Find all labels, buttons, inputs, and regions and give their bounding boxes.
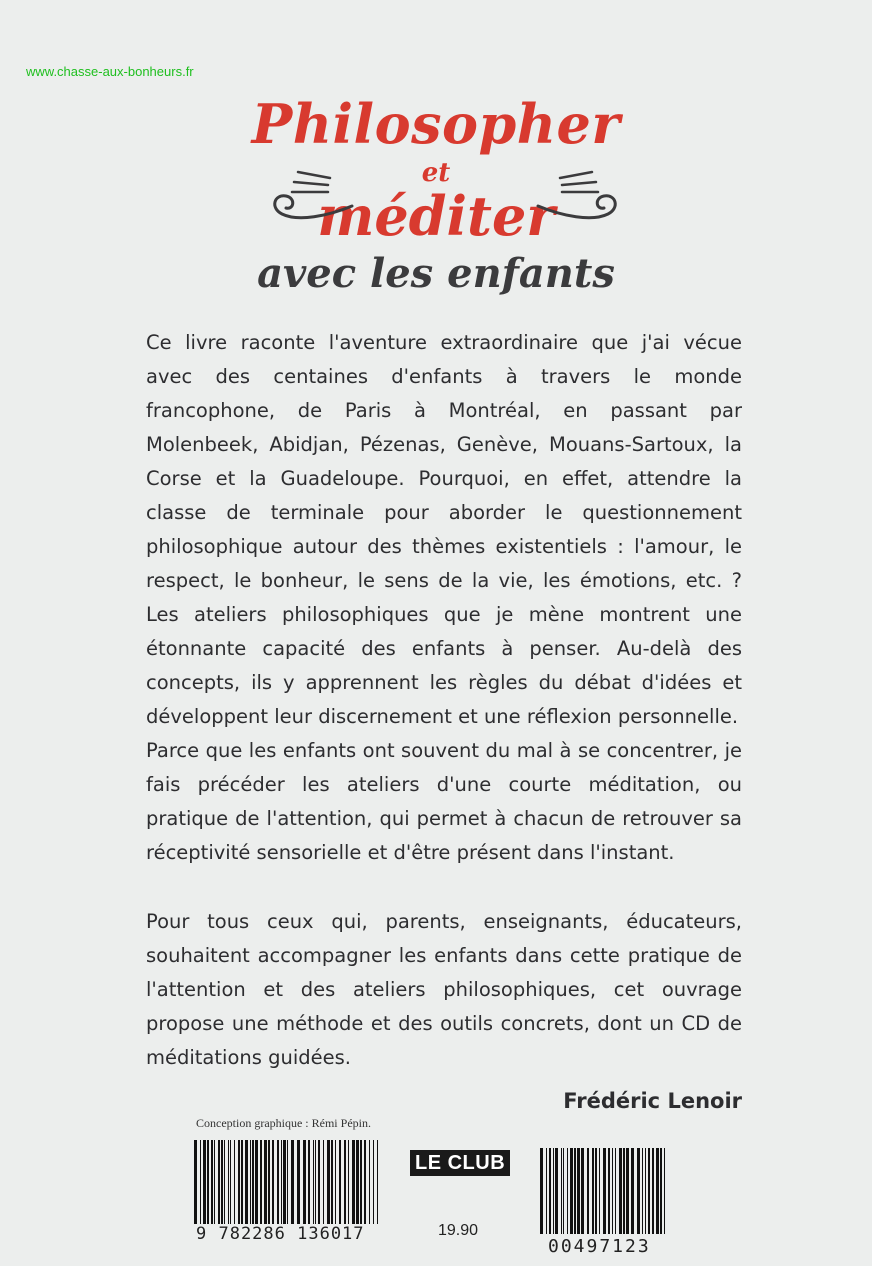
barcode-bar xyxy=(360,1140,362,1224)
barcode-bar xyxy=(224,1140,225,1224)
barcode-bar xyxy=(194,1140,197,1224)
barcode-bar xyxy=(339,1140,341,1224)
barcode-bar xyxy=(287,1140,288,1224)
barcode-bar xyxy=(272,1140,274,1224)
barcode-bar xyxy=(364,1140,366,1224)
barcode-bar xyxy=(283,1140,286,1224)
barcode-bar xyxy=(331,1140,333,1224)
barcode-bar xyxy=(637,1148,640,1234)
barcode-bar xyxy=(356,1140,359,1224)
right-swirl-icon xyxy=(536,160,622,228)
barcode-bar xyxy=(652,1148,654,1234)
barcode-bar xyxy=(570,1148,573,1234)
barcode-bar xyxy=(603,1148,606,1234)
barcode-bar xyxy=(200,1140,201,1224)
barcode-bar xyxy=(648,1148,650,1234)
isbn-digits: 9 782286 136017 xyxy=(196,1224,365,1244)
barcode-bar xyxy=(369,1140,370,1224)
barcode-bar xyxy=(540,1148,543,1234)
barcode-bar xyxy=(214,1140,215,1224)
barcode-bar xyxy=(626,1148,629,1234)
body-paragraph-1: Ce livre raconte l'aventure extraordinaire que j'ai vécue avec des centaines d'enfants à travers le monde francophone, de Paris à Montréal, en passant par Molenbeek, Abidjan, Pézenas, Genève, Mouans-Sartoux, la Corse et la Guadeloupe. Pourquoi, en effet, attendre la classe de terminale pour aborder le questionnement philosophique autour des thèmes existentiels : l'amour, le respect, le bonheur, le sens de la vie, les émotions, etc. ? Les ateliers philosophiques que je mène montrent une étonnante capacité des enfants à penser. Au-delà des concepts, ils y apprennent les règles du débat d'idées et développent leur discernement et une réflexion personnelle. xyxy=(146,331,742,728)
barcode-bar xyxy=(255,1140,258,1224)
le-club-logo: LE CLUB xyxy=(410,1150,510,1176)
barcode-bar xyxy=(323,1140,324,1224)
barcode-bar xyxy=(664,1148,665,1234)
reference-barcode xyxy=(540,1148,666,1234)
barcode-bar xyxy=(203,1140,206,1224)
barcode-bar xyxy=(318,1140,320,1224)
barcode-bar xyxy=(268,1140,270,1224)
barcode-bar xyxy=(241,1140,243,1224)
barcode-bar xyxy=(567,1148,568,1234)
barcode-bar xyxy=(563,1148,564,1234)
reference-digits: 00497123 xyxy=(548,1236,651,1257)
barcode-bar xyxy=(612,1148,613,1234)
barcode-bar xyxy=(228,1140,229,1224)
barcode-bar xyxy=(291,1140,294,1224)
barcode-bar xyxy=(230,1140,231,1224)
body-paragraph-2: Parce que les enfants ont souvent du mal à se concentrer, je fais précéder les ateliers d'une courte méditation, ou pratique de l'attention, qui permet à chacun de retrouver sa réceptivité sensorielle et d'être présent dans l'instant. xyxy=(146,739,742,864)
barcode-bar xyxy=(348,1140,349,1224)
barcode-bar xyxy=(264,1140,267,1224)
barcode-bar xyxy=(221,1140,223,1224)
barcode-bar xyxy=(623,1148,625,1234)
barcode-bar xyxy=(595,1148,597,1234)
title-mediter: méditer xyxy=(317,184,555,248)
barcode-bar xyxy=(615,1148,616,1234)
barcode-bar xyxy=(218,1140,220,1224)
barcode-bar xyxy=(619,1148,622,1234)
barcode-bar xyxy=(553,1148,554,1234)
barcode-bar xyxy=(327,1140,330,1224)
barcode-bar xyxy=(592,1148,594,1234)
barcode-bar xyxy=(252,1140,254,1224)
barcode-bar xyxy=(344,1140,346,1224)
barcode-bar xyxy=(207,1140,209,1224)
title-philosopher: Philosopher xyxy=(251,92,621,156)
barcode-bar xyxy=(211,1140,213,1224)
watermark-link[interactable]: www.chasse-aux-bonheurs.fr xyxy=(26,64,194,79)
barcode-bar xyxy=(561,1148,562,1234)
barcode-bar xyxy=(608,1148,610,1234)
left-swirl-icon xyxy=(268,160,354,228)
barcode-bar xyxy=(656,1148,659,1234)
barcode-bar xyxy=(238,1140,240,1224)
barcode-bar xyxy=(250,1140,251,1224)
barcode-bar xyxy=(574,1148,576,1234)
barcode-bar xyxy=(546,1148,547,1234)
barcode-bar xyxy=(281,1140,282,1224)
barcode-bar xyxy=(599,1148,600,1234)
barcode-bar xyxy=(308,1140,310,1224)
isbn-barcode xyxy=(194,1140,378,1224)
barcode-bar xyxy=(587,1148,589,1234)
barcode-bar xyxy=(352,1140,355,1224)
barcode-bar xyxy=(335,1140,336,1224)
barcode-bar xyxy=(297,1140,300,1224)
design-credit: Conception graphique : Rémi Pépin. xyxy=(196,1116,371,1130)
barcode-bar xyxy=(660,1148,662,1234)
barcode-bar xyxy=(315,1140,316,1224)
barcode-bar xyxy=(645,1148,646,1234)
barcode-bar xyxy=(555,1148,558,1234)
barcode-bar xyxy=(631,1148,634,1234)
barcode-bar xyxy=(234,1140,235,1224)
body-paragraph-3: Pour tous ceux qui, parents, enseignants, éducateurs, souhaitent accompagner les enfants dans cette pratique de l'attention et des ateliers philosophiques, cet ouvrage propose une méthode et des outils concrets, dont un CD de méditations guidées. xyxy=(146,910,742,1069)
barcode-bar xyxy=(377,1140,378,1224)
barcode-bar xyxy=(303,1140,306,1224)
barcode-bar xyxy=(277,1140,279,1224)
barcode-bar xyxy=(373,1140,374,1224)
barcode-bar xyxy=(642,1148,643,1234)
price: 19.90 xyxy=(438,1222,479,1239)
barcode-bar xyxy=(577,1148,580,1234)
barcode-bar xyxy=(581,1148,584,1234)
barcode-bar xyxy=(549,1148,551,1234)
author-name: Frédéric Lenoir xyxy=(563,1089,742,1113)
barcode-bar xyxy=(313,1140,314,1224)
barcode-bar xyxy=(245,1140,248,1224)
title-avec-les-enfants: avec les enfants xyxy=(257,250,615,297)
title-et: et xyxy=(421,158,451,188)
barcode-bar xyxy=(260,1140,262,1224)
